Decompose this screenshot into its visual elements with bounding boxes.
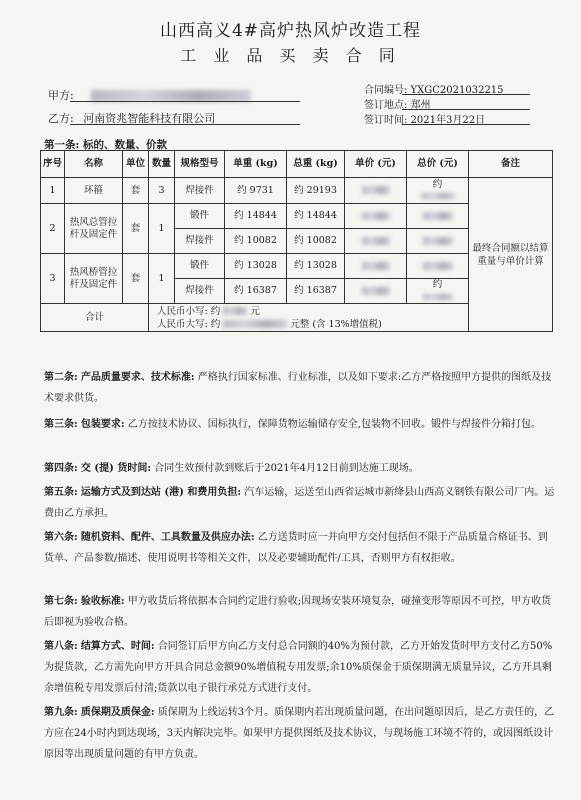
clause-title: 随机资料、配件、工具数量及供应办法: [80, 532, 255, 543]
clause-2 [44, 367, 556, 409]
cell-total-price [407, 279, 469, 304]
party-a-underline [70, 101, 300, 102]
clause-label: 第九条: [44, 707, 78, 718]
cell-qty: 3 [149, 178, 175, 204]
party-b-name: 河南资兆智能科技有限公司 [83, 112, 216, 125]
cell-total-price [407, 254, 469, 279]
cell-remark: 最终合同额以结算重量与单价计算 [469, 178, 553, 332]
cell-total-label: 合计 [41, 304, 149, 332]
clause-label: 第四条: [44, 463, 78, 474]
col-header: 规格型号 [175, 151, 225, 178]
col-header: 序号 [41, 151, 65, 178]
cell-unit-price [345, 204, 407, 229]
clause-label: 第三条: [44, 419, 78, 430]
sign-time: 签订时间: 2021年3月22日 [364, 115, 486, 126]
contract-number: 合同编号: YXGC2021032215 [364, 85, 504, 96]
clause-text: 汽车运输，运送至山西省运城市新绛县山西高义钢铁有限公司厂内。运费由乙方承担。 [44, 487, 555, 519]
cell-qty: 1 [149, 204, 175, 254]
cell-total-weight: 约 13028 [287, 254, 345, 279]
clause-title: 包装要求: [80, 419, 125, 430]
clause-label: 第五条: [44, 487, 78, 498]
clause-label: 第六条: [44, 532, 78, 543]
total-big-label: 人民币大写: [157, 318, 208, 330]
party-b-label: 乙方: [48, 112, 74, 125]
project-title: 山西高义4#高炉热风炉改造工程 [159, 21, 422, 41]
total-price-text: 约 [432, 178, 443, 190]
cell-unit-weight: 约 10082 [225, 229, 287, 254]
clause-title: 结算方式、时间: [80, 641, 155, 652]
clause-text: 质保期为上线运转3个月。质保期内若出现质量问题，在出问题原因后，是乙方责任的，乙方应在24小时内到达现场，3天内解决完毕。如果甲方提供图纸及技术协议，与现场施工环境不符的，或因图纸设计原因等出现质量问题的有甲方负责。 [44, 707, 555, 760]
clause-label: 第二条: [44, 372, 78, 383]
clause-5 [44, 482, 556, 524]
cell-no: 1 [41, 178, 65, 204]
cell-spec: 焊接件 [175, 229, 225, 254]
total-big-suffix: 元整 (含 13%增值税) [290, 318, 382, 330]
cell-no: 2 [41, 204, 65, 254]
total-big-value: 约 [210, 318, 221, 330]
cell-unit: 套 [123, 204, 149, 254]
clause-9 [44, 702, 556, 765]
clause-6 [44, 527, 556, 569]
cell-unit-price [345, 229, 407, 254]
total-price-text: 约 [432, 279, 443, 290]
party-b-underline [70, 124, 300, 125]
cell-unit-weight: 约 13028 [225, 254, 287, 279]
clause-title: 质保期及质保金: [80, 707, 155, 718]
clause-7 [44, 591, 556, 633]
table-row [41, 178, 553, 204]
cell-unit-price [345, 279, 407, 304]
clause-text: 乙方按技术协议、国标执行，保障货物运输储存安全,包装物不回收。锻件与焊接件分箱打包。 [127, 419, 541, 430]
cell-qty: 1 [149, 254, 175, 304]
col-header: 单价 (元) [345, 151, 407, 178]
party-a-label: 甲方: [48, 89, 74, 102]
clause-text: 严格执行国家标准、行业标准，以及如下要求:乙方严格按照甲方提供的图纸及技术要求供货。 [44, 372, 552, 404]
cell-name: 环箍 [65, 178, 123, 204]
col-header: 单位 [123, 151, 149, 178]
col-header: 总重 (kg) [287, 151, 345, 178]
cell-unit-weight: 约 14844 [225, 204, 287, 229]
total-small [157, 305, 466, 318]
cell-spec: 焊接件 [175, 178, 225, 204]
cell-unit-weight: 约 16387 [225, 279, 287, 304]
clause-8 [44, 636, 556, 699]
sign-place-underline [402, 109, 530, 110]
cell-spec: 锻件 [175, 204, 225, 229]
contract-number-underline [402, 94, 530, 95]
clause-label: 第八条: [44, 641, 78, 652]
cell-spec: 焊接件 [175, 279, 225, 304]
clause-title: 运输方式及到达站 (港) 和费用负担: [80, 487, 242, 498]
clause-4 [44, 458, 556, 479]
cell-unit-weight: 约 9731 [225, 178, 287, 204]
cell-total-price [407, 204, 469, 229]
clause-text: 合同签订后甲方向乙方支付总合同额的40%为预付款，乙方开始发货时甲方支付乙方50%为提货款，乙方需先向甲方开具合同总金额90%增值税专用发票;余10%质保金于质保期满无质量异议，乙方开具剩余增值税专用发票后付清;货款以电子银行承兑方式进行支付。 [44, 641, 553, 694]
total-small-unit: 元 [250, 305, 260, 317]
cell-name: 热风总管拉杆及固定件 [65, 204, 123, 254]
sign-time-underline [402, 124, 530, 125]
total-small-label: 人民币小写: [157, 305, 208, 317]
clause-title: 产品质量要求、技术标准: [80, 372, 195, 383]
contract-title: 工 业 品 买 卖 合 同 [180, 46, 401, 65]
col-header: 总价 (元) [407, 151, 469, 178]
clause-text: 乙方送货时应一并向甲方交付包括但不限于产品质量合格证书、到货单、产品参数/描述、使用说明书等相关文件，以及必要辅助配件/工具，否则甲方有权拒收。 [44, 532, 548, 564]
cell-total-price [407, 178, 469, 204]
cell-spec: 锻件 [175, 254, 225, 279]
clause-text: 合同生效预付款到账后于2021年4月12日前到达施工现场。 [154, 463, 419, 474]
cell-unit-price [345, 254, 407, 279]
col-header: 备注 [469, 151, 553, 178]
cell-unit: 套 [123, 254, 149, 304]
sign-place: 签订地点: 郑州 [364, 100, 431, 111]
cell-name: 热风桥管拉杆及固定件 [65, 254, 123, 304]
col-header: 名称 [65, 151, 123, 178]
clause-title: 验收标准: [80, 596, 125, 607]
cell-total-weight: 约 14844 [287, 204, 345, 229]
section1-title: 第一条: 标的、数量、价款 [44, 139, 168, 151]
clause-3 [44, 414, 556, 435]
goods-table [40, 150, 553, 332]
total-small-value: 约 [210, 305, 221, 317]
clause-label: 第七条: [44, 596, 78, 607]
cell-total-weight: 约 29193 [287, 178, 345, 204]
cell-no: 3 [41, 254, 65, 304]
cell-total-weight: 约 10082 [287, 229, 345, 254]
col-header: 单重 (kg) [225, 151, 287, 178]
clause-title: 交 (提) 货时间: [80, 463, 152, 474]
cell-total-weight: 约 16387 [287, 279, 345, 304]
clause-text: 甲方收货后将依据本合同约定进行验收;因现场安装环境复杂，碰撞变形等原因不可控，甲方收货后即视为验收合格。 [44, 596, 552, 628]
cell-total-amounts [149, 304, 469, 332]
table-header-row [41, 151, 553, 178]
cell-total-price [407, 229, 469, 254]
col-header: 数量 [149, 151, 175, 178]
cell-unit: 套 [123, 178, 149, 204]
cell-unit-price [345, 178, 407, 204]
total-big [157, 318, 466, 331]
